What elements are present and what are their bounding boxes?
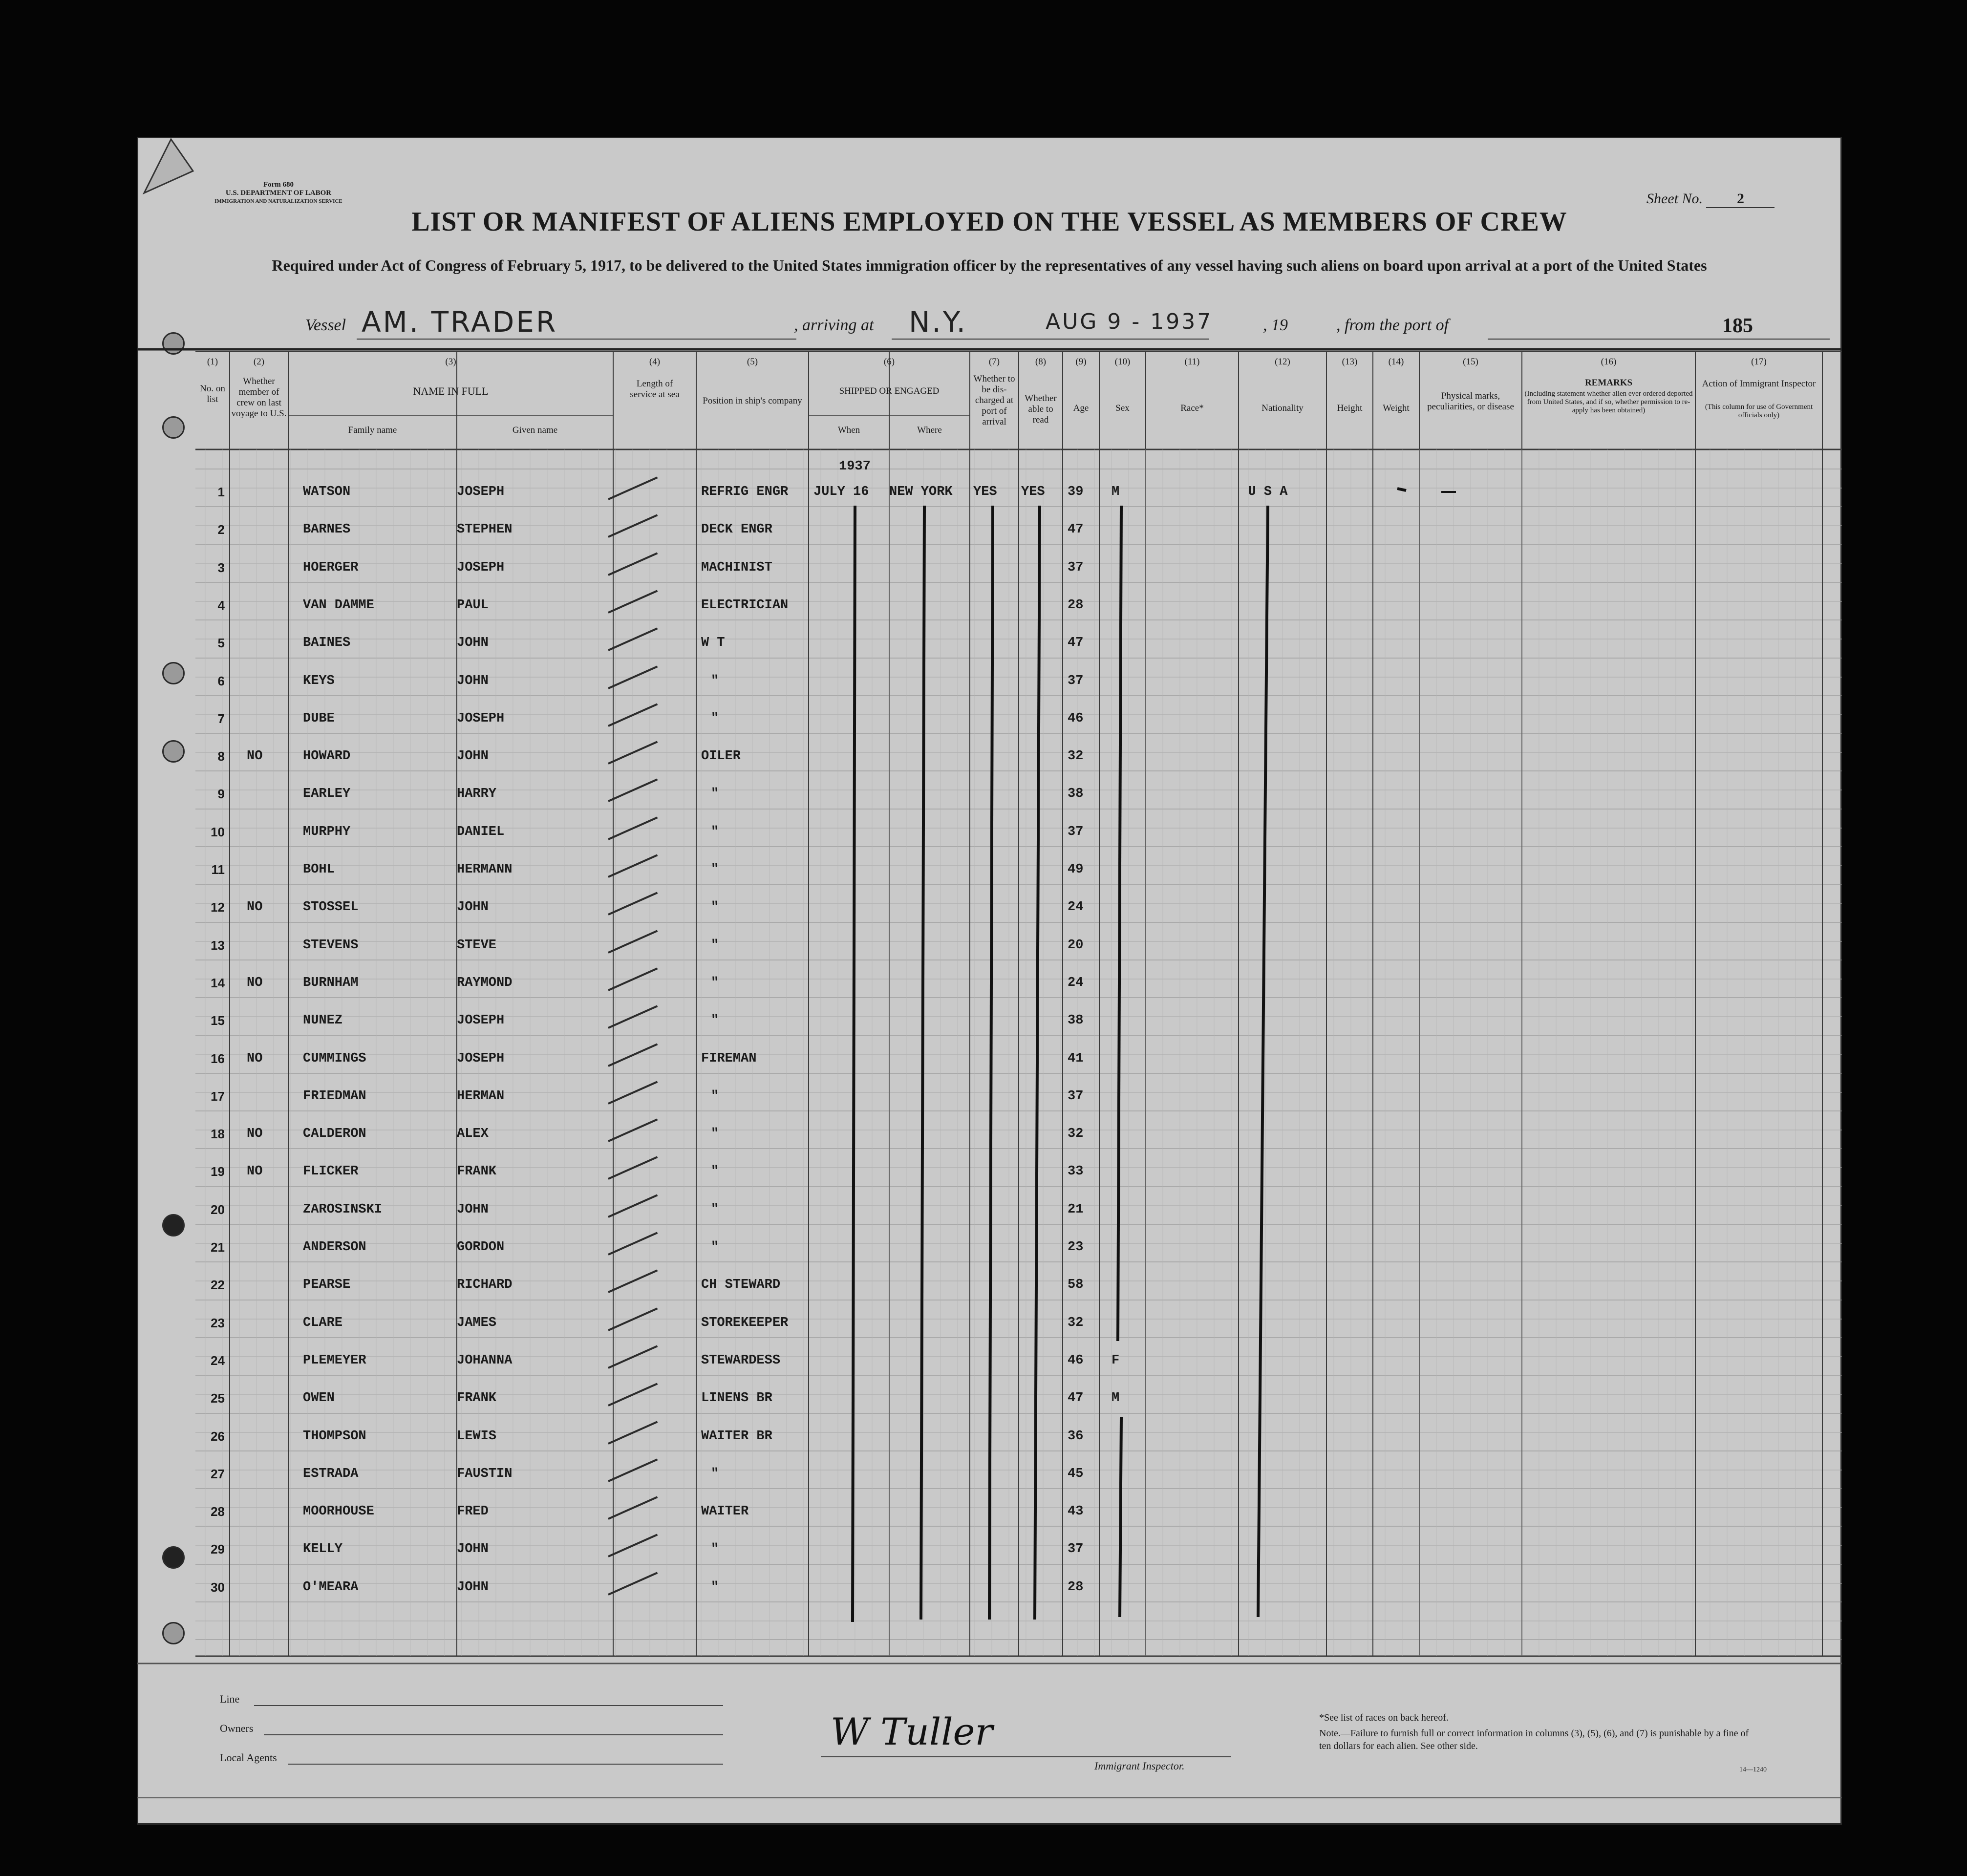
family-name: EARLEY	[303, 787, 351, 801]
table-row	[137, 485, 1842, 501]
from-port-label: , from the port of	[1336, 316, 1449, 334]
table-row	[137, 636, 1842, 652]
family-name: FRIEDMAN	[303, 1089, 366, 1104]
position: "	[711, 862, 719, 877]
table-row	[137, 749, 1842, 766]
given-name: JOHN	[457, 1202, 489, 1217]
races-note: *See list of races on back hereof.	[1319, 1712, 1449, 1723]
family-name: KEYS	[303, 674, 335, 688]
row-number: 21	[211, 1240, 225, 1255]
table-row	[137, 1240, 1842, 1257]
row-number: 26	[211, 1429, 225, 1444]
position: OILER	[701, 749, 741, 764]
given-name: STEPHEN	[457, 522, 513, 537]
table-row	[137, 1202, 1842, 1219]
table-row	[137, 1353, 1842, 1370]
manifest-title: LIST OR MANIFEST OF ALIENS EMPLOYED ON THE VESSEL AS MEMBERS OF CREW	[411, 207, 1567, 237]
form-number: Form 680	[263, 181, 294, 189]
age: 36	[1068, 1429, 1084, 1444]
col-head-sex: Sex	[1115, 403, 1130, 413]
position: "	[711, 1467, 719, 1481]
family-name: NUNEZ	[303, 1013, 343, 1028]
col-head-weight: Weight	[1383, 403, 1410, 413]
age: 43	[1068, 1504, 1084, 1519]
col-head-read: Whether able to read	[1025, 393, 1057, 425]
table-row	[137, 598, 1842, 615]
col-head-height: Height	[1337, 403, 1363, 413]
col-head-position: Position in ship's company	[703, 396, 802, 406]
age: 47	[1068, 522, 1084, 537]
family-name: VAN DAMME	[303, 598, 374, 613]
position: "	[711, 1127, 719, 1141]
age: 45	[1068, 1467, 1084, 1481]
given-name: JOHN	[457, 674, 489, 688]
col-num: (5)	[747, 357, 758, 367]
row-number: 16	[211, 1051, 225, 1066]
age: 37	[1068, 825, 1084, 839]
vessel-label: Vessel	[305, 316, 346, 334]
table-row	[137, 1051, 1842, 1068]
table-row	[137, 1278, 1842, 1294]
read-value: YES	[1021, 485, 1045, 499]
row-number: 5	[217, 636, 225, 650]
col-head-service: Length of service at sea	[630, 379, 680, 400]
family-name: WATSON	[303, 485, 351, 499]
given-name: HERMAN	[457, 1089, 505, 1104]
row-number: 12	[211, 900, 225, 915]
table-row	[137, 1580, 1842, 1597]
col-num: (17)	[1751, 357, 1767, 367]
sheet-number: 2	[1706, 191, 1775, 208]
family-name: PEARSE	[303, 1278, 351, 1292]
agents-underline	[288, 1764, 723, 1765]
previous-voyage: NO	[247, 1164, 263, 1179]
given-name: LEWIS	[457, 1429, 497, 1444]
position: FIREMAN	[701, 1051, 757, 1066]
family-name: STEVENS	[303, 938, 359, 953]
col-num: (16)	[1601, 357, 1617, 367]
age: 38	[1068, 787, 1084, 801]
given-name: JAMES	[457, 1316, 497, 1330]
given-name: JOSEPH	[457, 485, 505, 499]
table-row	[137, 522, 1842, 539]
inspector-label: Immigrant Inspector.	[1094, 1760, 1185, 1772]
age: 20	[1068, 938, 1084, 953]
row-number: 2	[217, 522, 225, 537]
row-number: 30	[211, 1580, 225, 1595]
given-name: HARRY	[457, 787, 497, 801]
col-num: (6)	[883, 357, 895, 367]
col-num: (15)	[1463, 357, 1478, 367]
shipped-year: 1937	[839, 459, 871, 474]
table-row	[137, 825, 1842, 841]
position: "	[711, 825, 719, 839]
col-head-nationality: Nationality	[1261, 403, 1304, 413]
col-head-where: Where	[917, 425, 942, 435]
given-name: JOHN	[457, 1580, 489, 1595]
family-name: THOMPSON	[303, 1429, 366, 1444]
table-row	[137, 862, 1842, 879]
agents-label: Local Agents	[220, 1751, 277, 1764]
previous-voyage: NO	[247, 749, 263, 764]
given-name: RICHARD	[457, 1278, 513, 1292]
given-name: HERMANN	[457, 862, 513, 877]
position: "	[711, 711, 719, 726]
row-number: 18	[211, 1127, 225, 1141]
line-label: Line	[220, 1693, 240, 1705]
given-name: JOSEPH	[457, 711, 505, 726]
table-row	[137, 1467, 1842, 1483]
age: 37	[1068, 1542, 1084, 1556]
age: 32	[1068, 1316, 1084, 1330]
line-underline	[254, 1705, 723, 1706]
age: 21	[1068, 1202, 1084, 1217]
col-head-age: Age	[1073, 403, 1089, 413]
position: REFRIG ENGR	[701, 485, 789, 499]
family-name: KELLY	[303, 1542, 343, 1556]
row-number: 9	[217, 787, 225, 801]
given-name: RAYMOND	[457, 976, 513, 990]
col-head-action-note: (This column for use of Government officials only)	[1705, 403, 1813, 419]
age: 46	[1068, 1353, 1084, 1368]
col-num: (1)	[207, 357, 218, 367]
table-row	[137, 1542, 1842, 1558]
family-name: ZAROSINSKI	[303, 1202, 383, 1217]
position: STEWARDESS	[701, 1353, 781, 1368]
col-head-name: NAME IN FULL	[413, 385, 489, 397]
given-name: FRANK	[457, 1391, 497, 1406]
col-num: (14)	[1388, 357, 1404, 367]
given-name: FRANK	[457, 1164, 497, 1179]
col-num: (8)	[1035, 357, 1047, 367]
age: 37	[1068, 674, 1084, 688]
age: 28	[1068, 598, 1084, 613]
table-row	[137, 1504, 1842, 1521]
arrival-date-stamp: AUG 9 - 1937	[1046, 309, 1213, 334]
given-name: JOHN	[457, 749, 489, 764]
given-name: ALEX	[457, 1127, 489, 1141]
given-name: FRED	[457, 1504, 489, 1519]
family-name: OWEN	[303, 1391, 335, 1406]
position: "	[711, 1164, 719, 1179]
sex: M	[1112, 1391, 1120, 1406]
row-number: 23	[211, 1316, 225, 1330]
family-name: CALDERON	[303, 1127, 366, 1141]
nationality-value: U S A	[1248, 485, 1288, 499]
given-name: JOHANNA	[457, 1353, 513, 1368]
discharged-value: YES	[973, 485, 997, 499]
table-row	[137, 560, 1842, 577]
col-num: (4)	[649, 357, 661, 367]
position: W T	[701, 636, 725, 650]
row-number: 24	[211, 1353, 225, 1368]
age: 37	[1068, 1089, 1084, 1104]
col-num: (13)	[1342, 357, 1358, 367]
position: "	[711, 1013, 719, 1028]
department-line: U.S. DEPARTMENT OF LABOR	[225, 189, 332, 197]
row-number: 20	[211, 1202, 225, 1217]
col-head-remarks-note: (Including statement whether alien ever ordered deported from United States, and if so, whether permission to re-apply has been obtained)	[1524, 390, 1693, 414]
penalty-note: Note.—Failure to furnish full or correct information in columns (3), (5), (6), and (7) is punishable by a fine of ten dollars for each alien. See other side.	[1319, 1728, 1749, 1751]
col-head-action: Action of Immigrant Inspector	[1702, 379, 1816, 389]
col-num: (7)	[988, 357, 1000, 367]
table-row	[137, 976, 1842, 992]
table-row	[137, 1127, 1842, 1143]
arriving-port: N.Y.	[909, 305, 967, 339]
shipped-where: NEW YORK	[889, 485, 953, 499]
table-row	[137, 938, 1842, 955]
col-num: (12)	[1275, 357, 1290, 367]
position: "	[711, 976, 719, 990]
given-name: FAUSTIN	[457, 1467, 513, 1481]
col-head-given: Given name	[512, 425, 558, 435]
position: "	[711, 674, 719, 688]
position: "	[711, 938, 719, 953]
family-name: BAINES	[303, 636, 351, 650]
age: 28	[1068, 1580, 1084, 1595]
age: 37	[1068, 560, 1084, 575]
row-number: 4	[217, 598, 225, 613]
previous-voyage: NO	[247, 1051, 263, 1066]
sheet-label: Sheet No.	[1646, 191, 1703, 207]
position: WAITER	[701, 1504, 749, 1519]
given-name: JOHN	[457, 1542, 489, 1556]
table-row	[137, 1316, 1842, 1332]
sex: M	[1112, 485, 1120, 499]
position: "	[711, 1580, 719, 1595]
family-name: ESTRADA	[303, 1467, 359, 1481]
family-name: STOSSEL	[303, 900, 359, 915]
col-head-prev: Whether member of crew on last voyage to U.S.	[231, 376, 287, 419]
family-name: CLARE	[303, 1316, 343, 1330]
row-number: 22	[211, 1278, 225, 1292]
given-name: JOSEPH	[457, 1051, 505, 1066]
table-row	[137, 1089, 1842, 1106]
row-number: 6	[217, 674, 225, 688]
given-name: JOSEPH	[457, 560, 505, 575]
col-head-discharged: Whether to be dis-charged at port of arrival	[973, 374, 1015, 427]
previous-voyage: NO	[247, 1127, 263, 1141]
table-row	[137, 1013, 1842, 1030]
row-number: 15	[211, 1013, 225, 1028]
age: 46	[1068, 711, 1084, 726]
col-num: (10)	[1114, 357, 1131, 367]
age: 32	[1068, 749, 1084, 764]
row-number: 3	[217, 560, 225, 575]
previous-voyage: NO	[247, 900, 263, 915]
age: 47	[1068, 636, 1084, 650]
table-row	[137, 1164, 1842, 1181]
row-number: 10	[211, 825, 225, 839]
owners-label: Owners	[220, 1722, 254, 1734]
family-name: BOHL	[303, 862, 335, 877]
family-name: BARNES	[303, 522, 351, 537]
given-name: DANIEL	[457, 825, 505, 839]
family-name: HOWARD	[303, 749, 351, 764]
age: 24	[1068, 976, 1084, 990]
row-number: 25	[211, 1391, 225, 1406]
table-row	[137, 711, 1842, 728]
col-head-remarks: REMARKS	[1584, 378, 1633, 388]
table-row	[137, 900, 1842, 917]
family-name: HOERGER	[303, 560, 359, 575]
age: 58	[1068, 1278, 1084, 1292]
shipped-when: JULY 16	[813, 485, 869, 499]
given-name: PAUL	[457, 598, 489, 613]
owners-underline	[264, 1734, 723, 1735]
row-number: 19	[211, 1164, 225, 1179]
print-code: 14—1240	[1739, 1766, 1767, 1773]
position: DECK ENGR	[701, 522, 772, 537]
position: STOREKEEPER	[701, 1316, 789, 1330]
given-name: JOSEPH	[457, 1013, 505, 1028]
family-name: O'MEARA	[303, 1580, 359, 1595]
given-name: STEVE	[457, 938, 497, 953]
table-row	[137, 674, 1842, 690]
table-row	[137, 1391, 1842, 1407]
family-name: BURNHAM	[303, 976, 359, 990]
col-num: (9)	[1075, 357, 1087, 367]
row-number: 27	[211, 1467, 225, 1481]
col-head-family: Family name	[348, 425, 397, 435]
family-name: MURPHY	[303, 825, 351, 839]
position: "	[711, 1089, 719, 1104]
position: "	[711, 900, 719, 915]
age: 33	[1068, 1164, 1084, 1179]
age: 24	[1068, 900, 1084, 915]
position: ELECTRICIAN	[701, 598, 789, 613]
col-head-when: When	[837, 425, 860, 435]
position: "	[711, 1202, 719, 1217]
position: CH STEWARD	[701, 1278, 781, 1292]
position: LINENS BR	[701, 1391, 772, 1406]
family-name: FLICKER	[303, 1164, 359, 1179]
col-num: (2)	[253, 357, 265, 367]
manifest-sheet	[137, 137, 1842, 1825]
col-head-shipped: SHIPPED OR ENGAGED	[839, 386, 940, 396]
row-number: 29	[211, 1542, 225, 1556]
position: "	[711, 1542, 719, 1556]
col-num: (3)	[445, 357, 456, 367]
row-number: 28	[211, 1504, 225, 1519]
family-name: DUBE	[303, 711, 335, 726]
year-prefix: , 19	[1263, 316, 1288, 334]
position: WAITER BR	[701, 1429, 772, 1444]
age: 23	[1068, 1240, 1084, 1255]
age: 47	[1068, 1391, 1084, 1406]
previous-voyage: NO	[247, 976, 263, 990]
age: 49	[1068, 862, 1084, 877]
position: MACHINIST	[701, 560, 772, 575]
given-name: JOHN	[457, 900, 489, 915]
row-number: 11	[211, 862, 225, 877]
family-name: MOORHOUSE	[303, 1504, 374, 1519]
page-number: 185	[1722, 315, 1753, 337]
manifest-subtitle: Required under Act of Congress of February 5, 1917, to be delivered to the United States immigration officer by the representatives of any vessel having such aliens on board upon arrival at a port of the United States	[272, 256, 1707, 274]
position: "	[711, 1240, 719, 1255]
col-head-physical: Physical marks, peculiarities, or disease	[1427, 391, 1514, 412]
signature-underline	[821, 1756, 1231, 1757]
age: 32	[1068, 1127, 1084, 1141]
row-number: 17	[211, 1089, 225, 1104]
table-row	[137, 1429, 1842, 1446]
service-line: IMMIGRATION AND NATURALIZATION SERVICE	[214, 198, 342, 204]
age: 38	[1068, 1013, 1084, 1028]
given-name: JOHN	[457, 636, 489, 650]
given-name: GORDON	[457, 1240, 505, 1255]
age: 41	[1068, 1051, 1084, 1066]
col-num: (11)	[1184, 357, 1200, 367]
table-row	[137, 787, 1842, 803]
vessel-name: AM. TRADER	[362, 305, 558, 339]
row-number: 1	[217, 485, 225, 499]
family-name: CUMMINGS	[303, 1051, 366, 1066]
inspector-signature: W Tuller	[831, 1710, 993, 1753]
sex: F	[1112, 1353, 1120, 1368]
row-number: 13	[211, 938, 225, 953]
row-number: 14	[211, 976, 225, 990]
arriving-label: , arriving at	[794, 316, 874, 334]
age: 39	[1068, 485, 1084, 499]
family-name: PLEMEYER	[303, 1353, 366, 1368]
family-name: ANDERSON	[303, 1240, 366, 1255]
position: "	[711, 787, 719, 801]
col-head-no: No. on list	[200, 384, 225, 405]
col-head-race: Race*	[1180, 403, 1204, 413]
row-number: 7	[217, 711, 225, 726]
row-number: 8	[217, 749, 225, 764]
